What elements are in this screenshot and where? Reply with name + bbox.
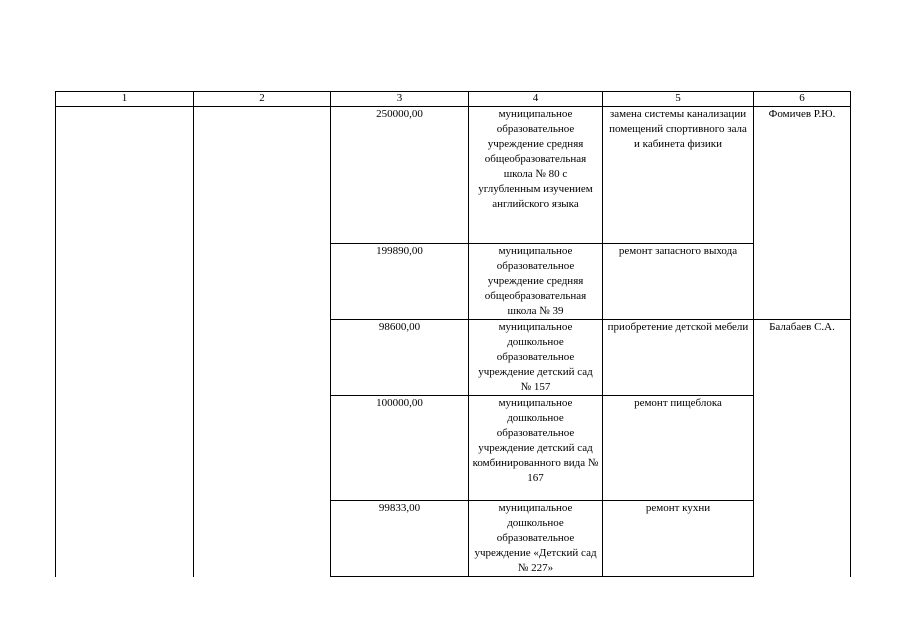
column-header-6: 6 [754, 92, 851, 107]
budget-table [55, 91, 851, 577]
institution-cell: муниципальное образовательное учреждение средняя общеобразовательная школа № 80 с углубленным изучением английского языка [469, 107, 603, 244]
responsible-cell: Балабаев С.А. [754, 320, 851, 577]
work-cell: ремонт запасного выхода [603, 244, 754, 320]
work-cell: ремонт кухни [603, 501, 754, 577]
institution-cell: муниципальное дошкольное образовательное учреждение детский сад комбинированного вида № 167 [469, 396, 603, 501]
column-1-cell [56, 107, 194, 577]
responsible-cell: Фомичев Р.Ю. [754, 107, 851, 320]
column-header-5: 5 [603, 92, 754, 107]
column-header-2: 2 [194, 92, 331, 107]
column-header-1: 1 [56, 92, 194, 107]
work-cell: приобретение детской мебели [603, 320, 754, 396]
institution-cell: муниципальное образовательное учреждение средняя общеобразовательная школа № 39 [469, 244, 603, 320]
institution-cell: муниципальное дошкольное образовательное учреждение «Детский сад № 227» [469, 501, 603, 577]
amount-cell: 199890,00 [331, 244, 469, 320]
amount-cell: 250000,00 [331, 107, 469, 244]
column-2-cell [194, 107, 331, 577]
header-row [56, 92, 851, 107]
amount-cell: 99833,00 [331, 501, 469, 577]
work-cell: ремонт пищеблока [603, 396, 754, 501]
work-cell: замена системы канализации помещений спортивного зала и кабинета физики [603, 107, 754, 244]
column-header-3: 3 [331, 92, 469, 107]
table-row [56, 107, 851, 244]
column-header-4: 4 [469, 92, 603, 107]
amount-cell: 100000,00 [331, 396, 469, 501]
amount-cell: 98600,00 [331, 320, 469, 396]
institution-cell: муниципальное дошкольное образовательное учреждение детский сад № 157 [469, 320, 603, 396]
